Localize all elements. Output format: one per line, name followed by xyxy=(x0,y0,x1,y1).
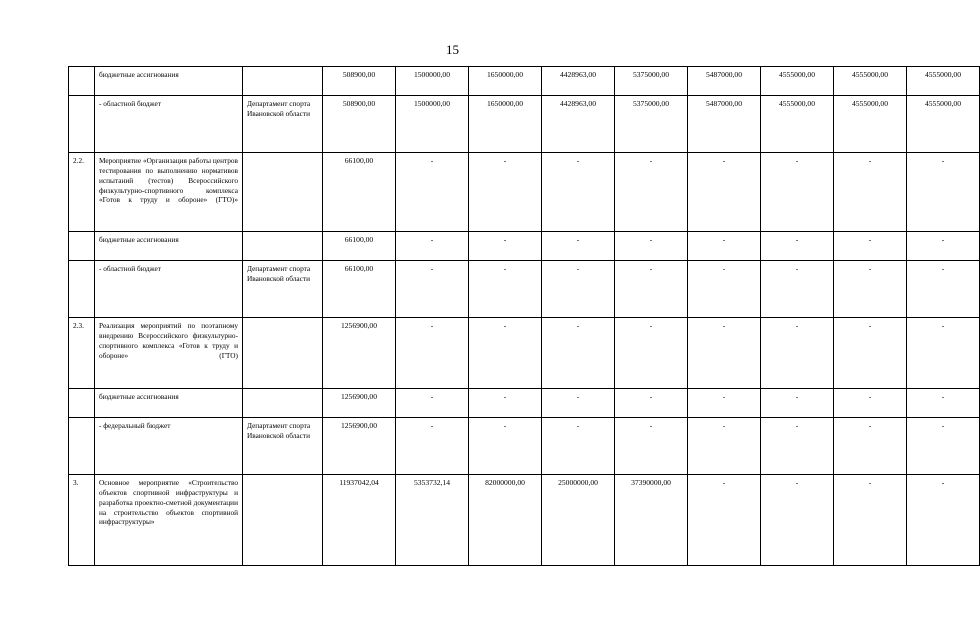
row-value-cell: - xyxy=(542,261,615,318)
row-value-cell: - xyxy=(761,153,834,232)
row-value-cell: - xyxy=(542,153,615,232)
row-number-cell xyxy=(69,261,95,318)
row-value-cell: - xyxy=(542,318,615,389)
row-value-cell: - xyxy=(396,389,469,418)
row-number-cell: 2.2. xyxy=(69,153,95,232)
row-value-cell: - xyxy=(615,153,688,232)
row-value-cell: 1256900,00 xyxy=(323,318,396,389)
row-value-cell: 5487000,00 xyxy=(688,96,761,153)
row-name-cell: бюджетные ассигнования xyxy=(95,232,243,261)
table-row xyxy=(69,232,980,261)
row-value-cell: - xyxy=(761,261,834,318)
table-row xyxy=(69,261,980,318)
table-row xyxy=(69,418,980,475)
row-value-cell: 4555000,00 xyxy=(761,67,834,96)
row-executor-cell xyxy=(243,153,323,232)
row-value-cell: - xyxy=(396,318,469,389)
row-value-cell: - xyxy=(469,232,542,261)
row-value-cell: - xyxy=(834,318,907,389)
row-value-cell: - xyxy=(907,475,980,566)
row-number-cell xyxy=(69,418,95,475)
row-number-cell xyxy=(69,389,95,418)
row-value-cell: 4428963,00 xyxy=(542,67,615,96)
row-value-cell: - xyxy=(542,232,615,261)
row-value-cell: 37390000,00 xyxy=(615,475,688,566)
row-executor-cell: Департамент спорта Ивановской области xyxy=(243,418,323,475)
row-value-cell: - xyxy=(907,389,980,418)
row-value-cell: 25000000,00 xyxy=(542,475,615,566)
budget-table-body xyxy=(69,67,980,566)
row-value-cell: - xyxy=(469,261,542,318)
row-name-cell: - федеральный бюджет xyxy=(95,418,243,475)
row-value-cell: - xyxy=(688,318,761,389)
row-value-cell: - xyxy=(615,232,688,261)
row-value-cell: 1256900,00 xyxy=(323,389,396,418)
row-value-cell: 4428963,00 xyxy=(542,96,615,153)
row-value-cell: - xyxy=(688,232,761,261)
row-value-cell: - xyxy=(907,153,980,232)
table-row xyxy=(69,153,980,232)
row-name-cell: Основное мероприятие «Строительство объектов спортивной инфраструктуры и разработка проектно-сметной документации на строительство объектов спортивной инфраструктуры» xyxy=(95,475,243,566)
row-value-cell: 82000000,00 xyxy=(469,475,542,566)
row-value-cell: - xyxy=(688,389,761,418)
row-number-cell xyxy=(69,232,95,261)
row-number-cell: 3. xyxy=(69,475,95,566)
row-executor-cell xyxy=(243,475,323,566)
row-value-cell: - xyxy=(542,389,615,418)
row-value-cell: 4555000,00 xyxy=(761,96,834,153)
row-value-cell: - xyxy=(688,475,761,566)
row-name-cell: Реализация мероприятий по поэтапному внедрению Всероссийского физкультурно-спортивного комплекса «Готов к труду и обороне» (ГТО) xyxy=(95,318,243,389)
row-value-cell: - xyxy=(396,232,469,261)
row-value-cell: - xyxy=(761,318,834,389)
row-value-cell: - xyxy=(834,475,907,566)
row-executor-cell xyxy=(243,389,323,418)
row-value-cell: - xyxy=(834,153,907,232)
row-value-cell: 66100,00 xyxy=(323,232,396,261)
row-value-cell: - xyxy=(761,475,834,566)
row-value-cell: - xyxy=(834,261,907,318)
row-executor-cell xyxy=(243,318,323,389)
row-value-cell: - xyxy=(907,232,980,261)
row-value-cell: 1650000,00 xyxy=(469,67,542,96)
row-value-cell: 1500000,00 xyxy=(396,67,469,96)
row-name-cell: бюджетные ассигнования xyxy=(95,67,243,96)
row-value-cell: - xyxy=(396,153,469,232)
row-value-cell: - xyxy=(615,261,688,318)
row-value-cell: - xyxy=(761,389,834,418)
row-value-cell: - xyxy=(615,389,688,418)
row-value-cell: 4555000,00 xyxy=(907,67,980,96)
row-value-cell: 5487000,00 xyxy=(688,67,761,96)
table-row xyxy=(69,475,980,566)
table-row xyxy=(69,67,980,96)
row-value-cell: - xyxy=(469,389,542,418)
row-value-cell: - xyxy=(469,153,542,232)
row-value-cell: 508900,00 xyxy=(323,96,396,153)
table-row xyxy=(69,318,980,389)
row-number-cell xyxy=(69,96,95,153)
row-value-cell: 508900,00 xyxy=(323,67,396,96)
row-name-cell: Мероприятие «Организация работы центров тестирования по выполнению нормативов испытаний (тестов) Всероссийского физкультурно-спортивного комплекса «Готов к труду и обороне» (ГТО)» xyxy=(95,153,243,232)
row-value-cell: 5353732,14 xyxy=(396,475,469,566)
row-value-cell: - xyxy=(396,261,469,318)
row-value-cell: 66100,00 xyxy=(323,261,396,318)
row-value-cell: - xyxy=(761,232,834,261)
row-value-cell: 4555000,00 xyxy=(834,96,907,153)
row-value-cell: 4555000,00 xyxy=(834,67,907,96)
row-value-cell: - xyxy=(907,418,980,475)
table-row xyxy=(69,96,980,153)
budget-table xyxy=(68,66,980,566)
row-name-cell: - областной бюджет xyxy=(95,261,243,318)
row-number-cell: 2.3. xyxy=(69,318,95,389)
row-executor-cell: Департамент спорта Ивановской области xyxy=(243,261,323,318)
row-value-cell: - xyxy=(396,418,469,475)
row-value-cell: - xyxy=(907,261,980,318)
table-row xyxy=(69,389,980,418)
row-value-cell: 5375000,00 xyxy=(615,96,688,153)
row-value-cell: - xyxy=(688,261,761,318)
row-value-cell: - xyxy=(907,318,980,389)
budget-table-container xyxy=(68,66,962,566)
row-value-cell: 11937042,04 xyxy=(323,475,396,566)
row-value-cell: 1256900,00 xyxy=(323,418,396,475)
row-value-cell: 4555000,00 xyxy=(907,96,980,153)
row-value-cell: - xyxy=(469,318,542,389)
row-value-cell: - xyxy=(761,418,834,475)
row-executor-cell xyxy=(243,67,323,96)
row-value-cell: - xyxy=(834,389,907,418)
row-name-cell: бюджетные ассигнования xyxy=(95,389,243,418)
row-value-cell: - xyxy=(834,418,907,475)
row-value-cell: 1500000,00 xyxy=(396,96,469,153)
row-value-cell: - xyxy=(688,418,761,475)
row-value-cell: - xyxy=(469,418,542,475)
row-executor-cell xyxy=(243,232,323,261)
row-executor-cell: Департамент спорта Ивановской области xyxy=(243,96,323,153)
row-name-cell: - областной бюджет xyxy=(95,96,243,153)
row-value-cell: 1650000,00 xyxy=(469,96,542,153)
row-number-cell xyxy=(69,67,95,96)
row-value-cell: 66100,00 xyxy=(323,153,396,232)
row-value-cell: - xyxy=(834,232,907,261)
row-value-cell: - xyxy=(688,153,761,232)
row-value-cell: 5375000,00 xyxy=(615,67,688,96)
row-value-cell: - xyxy=(615,418,688,475)
row-value-cell: - xyxy=(542,418,615,475)
page-number: 15 xyxy=(446,42,459,57)
row-value-cell: - xyxy=(615,318,688,389)
